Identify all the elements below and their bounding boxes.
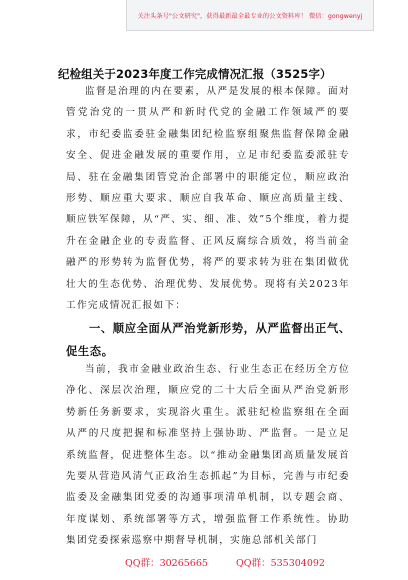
document-title: 纪检组关于2023年度工作完成情况汇报（3525字） (58, 67, 332, 81)
promo-banner (126, 0, 374, 31)
footer-qq-group-2: QQ群：535304092 (236, 558, 325, 569)
section-heading-1: 一、顺应全面从严治党新形势，从严监督出正气、促生态。 (66, 322, 351, 358)
promo-banner-text: 关注头条号"公文研究"，获得最新最全最专业的公文资料库！ 微信：gongwenyj (137, 12, 363, 20)
footer-qq-group-1: QQ群：30265665 (125, 558, 208, 569)
body-paragraph-section-1: 当前，我市金融业政治生态、行业生态正在经历全方位净化、深层次治理，顺应党的二十大后全面从严治党新形势新任务新要求，实现浴火重生。派驻纪检监察组在全面从严的尺度把握和标准坚持上强协助、严监督。一是立足系统监督，促进整体生态。以“推动金融集团高质量发展首先要从营造风清气正政治生态抓起”为目标，完善与市纪委监委及金融集团党委的沟通事项清单机制，以专题会商、年度谋划、系统部署等方式，增强监督工作系统性。协助集团党委探索巡察中期督导机制，实施总部机关部门 (66, 364, 350, 547)
body-paragraph-intro: 监督是治理的内在要素，从严是发展的根本保障。面对管党治党的一贯从严和新时代党的金融工作领域严的要求，市纪委监委驻金融集团纪检监察组聚焦监督保障金融安全、促进金融发展的重要作用，立足市纪委监委派驻专局、驻在金融集团管党治企部署中的职能定位，顺应政治形势、顺应重大要求、顺应自我革命、顺应高质量主线、顺应铁军保障，从“严、实、细、准、效”5个维度，着力提升在金融企业的专责监督、正风反腐综合质效，将当前金融严的形势转为监督优势，将严的要求转为驻在集团做优壮大的生态优势、治理优势、发展优势。现将有关2023年工作完成情况汇报如下： (66, 86, 350, 312)
